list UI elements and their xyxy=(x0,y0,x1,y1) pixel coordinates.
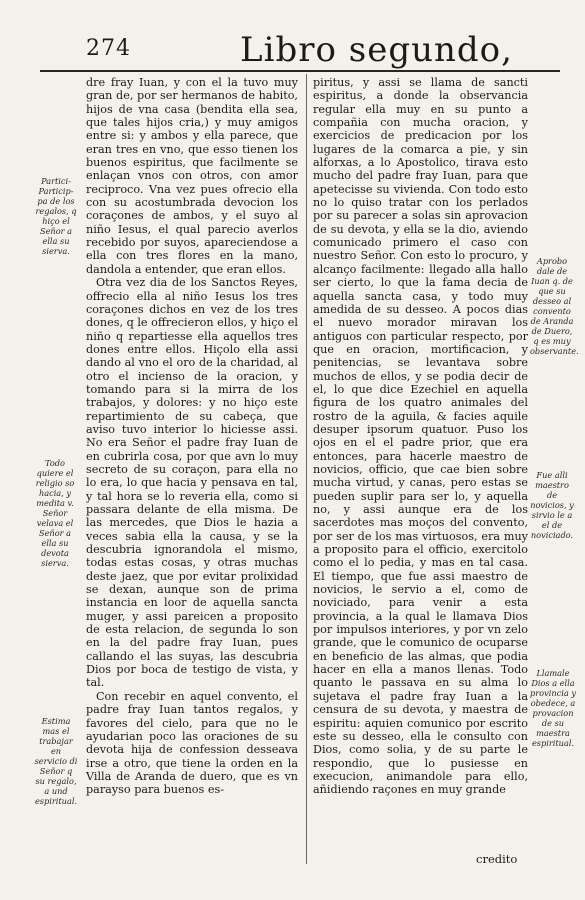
left-text-column xyxy=(86,76,298,797)
catchword: credito xyxy=(476,852,518,866)
header-rule xyxy=(40,70,560,72)
left-margin-note: Todo quiere el religio so hacia, y medita v. Señor velava el Señor a ella su devota sierva. xyxy=(35,458,75,568)
left-margin-note: Estima mas el trabajar en servicio di Señor q su regalo, a und espiritual. xyxy=(34,716,78,806)
right-margin-note: Llamale Dios a ella provincia y obedece, a provacion de su maestra espiritual. xyxy=(530,668,576,748)
right-margin-note: Aprobo dale de Iuan q. de que su desseo al convento de Aranda de Duero, q es muy observante. xyxy=(530,256,579,356)
page-number: 274 xyxy=(86,36,131,61)
paragraph: Con recebir en aquel convento, el padre fray Iuan tantos regalos, y favores del cielo, para que no le ayudarian poco las oraciones de su devota hija de confession desseava irse a otro, que tiene la orden en la Villa de Aranda de duero, que es vn parayso para buenos es- xyxy=(86,689,298,797)
right-margin-note: Fue alli maestro de novicios, y sirvio le a el de noviciado. xyxy=(530,470,574,540)
column-divider xyxy=(306,74,307,864)
paragraph: dre fray Iuan, y con el la tuvo muy gran de, por ser hermanos de habito, hijos de vna casa (bendita ella sea, que tales hijos cria,) y muy amigos entre si: y ambos y ella parece, que eran tres en vno, que esso tienen los buenos espiritus, que facilmente se enlaçan vnos con otros, con amor reciproco. Vna vez pues ofrecio ella con su acostumbrada devocion los coraçones de ambos, y el suyo al niño Iesus, el qual parecio averlos recebido por suyos, apareciendose a ella con tres flores en la mano, dandola a entender, que eran ellos. xyxy=(86,76,298,276)
left-margin-note: Partici-Particip pa de los regalos, q hiço el Señor a ella su sierva. xyxy=(35,176,77,256)
paragraph: piritus, y assi se llama de sancti espiritus, a donde la observancia regular ella muy en su punto a compañia con mucha oracion, y exercicios de predicacion por los lugares de la comarca a pie, y sin alforxas, a lo Apostolico, tirava esto mucho del padre fray Iuan, para que apetecisse su vivienda. Con todo esto no lo quiso tratar con los perlados por su parecer a solas sin aprovacion de su devota, y ella se la dio, aviendo comunicado primero el caso con nuestro Señor. Con esto lo procuro, y alcanço facilmente: llegado alla hallo ser cierto, lo que la fama decia de aquella sancta casa, y todo muy amedida de su desseo. A pocos dias el nuevo morador miravan los antiguos con particular respecto, por que en oracion, mortificacion, y penitencias, se levantava sobre muchos de ellos, y se podia decir de el, lo que dice Ezechiel en aquella figura de los quatro animales del rostro de la aguila, & facies aquile desuper ipsorum quatuor. Puso los ojos en el el padre prior, que era entonces, para hacerle maestro de novicios, officio, que cae bien sobre mucha virtud, y canas, pero estas se pueden suplir para ser lo, y aquella no, y assi aunque era de los sacerdotes mas moços del convento, por ser de los mas virtuosos, era muy a proposito para el officio, exercitolo como el lo pedia, y mas en tal casa. El tiempo, que fue assi maestro de novicios, le servio a el, como de noviciado, para venir a esta provincia, a la qual le llamava Dios por impulsos interiores, y por vn zelo grande, que le comunico de ocuparse en beneficio de las almas, que podia hacer en ella a manos llenas. Todo quanto le passava en su alma lo sujetava el padre fray Iuan a la censura de su devota, y maestra de espiritu: aquien comunico por escrito este su desseo, ella le consulto con Dios, como solia, y de su parte le respondio, que lo pusiesse en execucion, animandole para ello, añidiendo raçones en muy grande xyxy=(313,76,528,797)
paragraph: Otra vez dia de los Sanctos Reyes, offrecio ella al niño Iesus los tres coraçones dichos en vez de los tres dones, q le offrecieron ellos, y hiço el niño q repartiesse ella aquellos tres dones entre ellos. Hiçolo ella assi dando al vno el oro de la charidad, al otro el incienso de la oracion, y tomando para si la mirra de los trabajos, y dolores: y no hiço este repartimiento de su cabeça, que aviso tuvo interior lo hiciesse assi. No era Señor el padre fray Iuan de en cubrirla cosa, por que avn lo muy secreto de su coraçon, para ella no lo era, lo que hacia y pensava en tal, y tal hora se lo reveria ella, como si passara delante de ella misma. De las mercedes, que Dios le hazia a veces sabia ella la causa, y se la descubria ignorandola el mismo, todas estas cosas, y otras muchas deste jaez, que por evitar prolixidad se dexan, aunque son de prima instancia en loor de aquella sancta muger, y assi pareicen a proposito de esta relacion, de segunda lo son en la del padre fray Iuan, pues callando el las suyas, las descubria Dios por boca de testigo de vista, y tal. xyxy=(86,276,298,690)
right-text-column xyxy=(313,76,528,797)
running-head: Libro segundo, xyxy=(240,30,513,70)
